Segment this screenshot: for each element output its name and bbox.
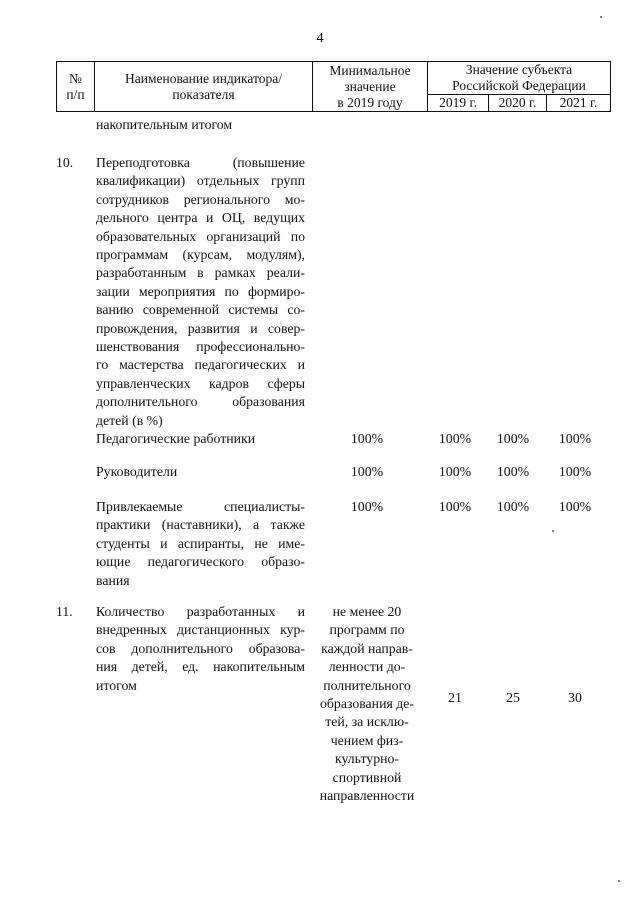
page-number: 4	[316, 31, 324, 46]
row-10-sub-managers-2020: 100%	[496, 464, 530, 479]
row-11-number: 11.	[56, 604, 73, 619]
scan-speck	[618, 880, 620, 882]
row-10-sub-managers-label: Руководители	[96, 464, 178, 479]
row-11-2019: 21	[448, 690, 462, 705]
row-10-sub-teachers-2020: 100%	[496, 431, 530, 446]
header-year-2020: 2020 г.	[489, 95, 547, 112]
row-10-sub-teachers-2019: 100%	[438, 431, 472, 446]
carryover-text: накопительным итогом	[96, 117, 233, 132]
row-10-sub-teachers-min: 100%	[350, 431, 384, 446]
row-11-2021: 30	[568, 690, 582, 705]
row-10-sub-teachers-label: Педагогические работники	[96, 431, 256, 446]
row-10-sub-practitioners-label: Привлекаемые специалисты- практики (наставники), а также студенты и аспиранты, не име- ющие педагогического образо- вания	[96, 499, 305, 588]
header-subject-value: Значение субъекта Российской Федерации	[428, 62, 611, 95]
row-10-sub-practitioners-2021: 100%	[558, 499, 592, 514]
row-10-sub-managers-2021: 100%	[558, 464, 592, 479]
row-10-indicator: Переподготовка (повышение квалификации) отдельных групп сотрудников регионального мо- дельного центра и ОЦ, ведущих образовательных организаций по программам (курсам, модулям), разработанным в рамках реали- зации мероприятия по формиро- ванию современной системы со- провождения, развития и совер- шенствования профессионально- го мастерства педагогических и управленческих кадров сферы дополнительного образования детей (в %)	[96, 155, 305, 428]
row-10-sub-practitioners-min: 100%	[350, 499, 384, 514]
row-10-sub-practitioners-2019: 100%	[438, 499, 472, 514]
scan-speck	[552, 530, 554, 532]
row-10-sub-managers-min: 100%	[350, 464, 384, 479]
header-year-2021: 2021 г.	[547, 95, 611, 112]
row-11-indicator: Количество разработанных и внедренных дистанционных кур- сов дополнительного образова- ния детей, ед. накопительным итогом	[96, 604, 305, 693]
row-10-number: 10.	[56, 155, 74, 170]
header-indicator-name: Наименование индикатора/ показателя	[95, 62, 313, 112]
row-10-sub-practitioners-2020: 100%	[496, 499, 530, 514]
scan-speck	[600, 16, 602, 18]
row-10-sub-teachers-2021: 100%	[558, 431, 592, 446]
row-11-min-value: не менее 20 программ по каждой направ- ленности до- полнительного образования де- тей, за исклю- чением физ- культурно- спортивной направленности	[319, 604, 415, 804]
table-header	[56, 61, 611, 112]
header-year-2019: 2019 г.	[428, 95, 489, 112]
header-min-value: Минимальное значение в 2019 году	[313, 62, 428, 112]
row-10-sub-managers-2019: 100%	[438, 464, 472, 479]
row-11-2020: 25	[506, 690, 520, 705]
header-num: № п/п	[57, 62, 95, 112]
